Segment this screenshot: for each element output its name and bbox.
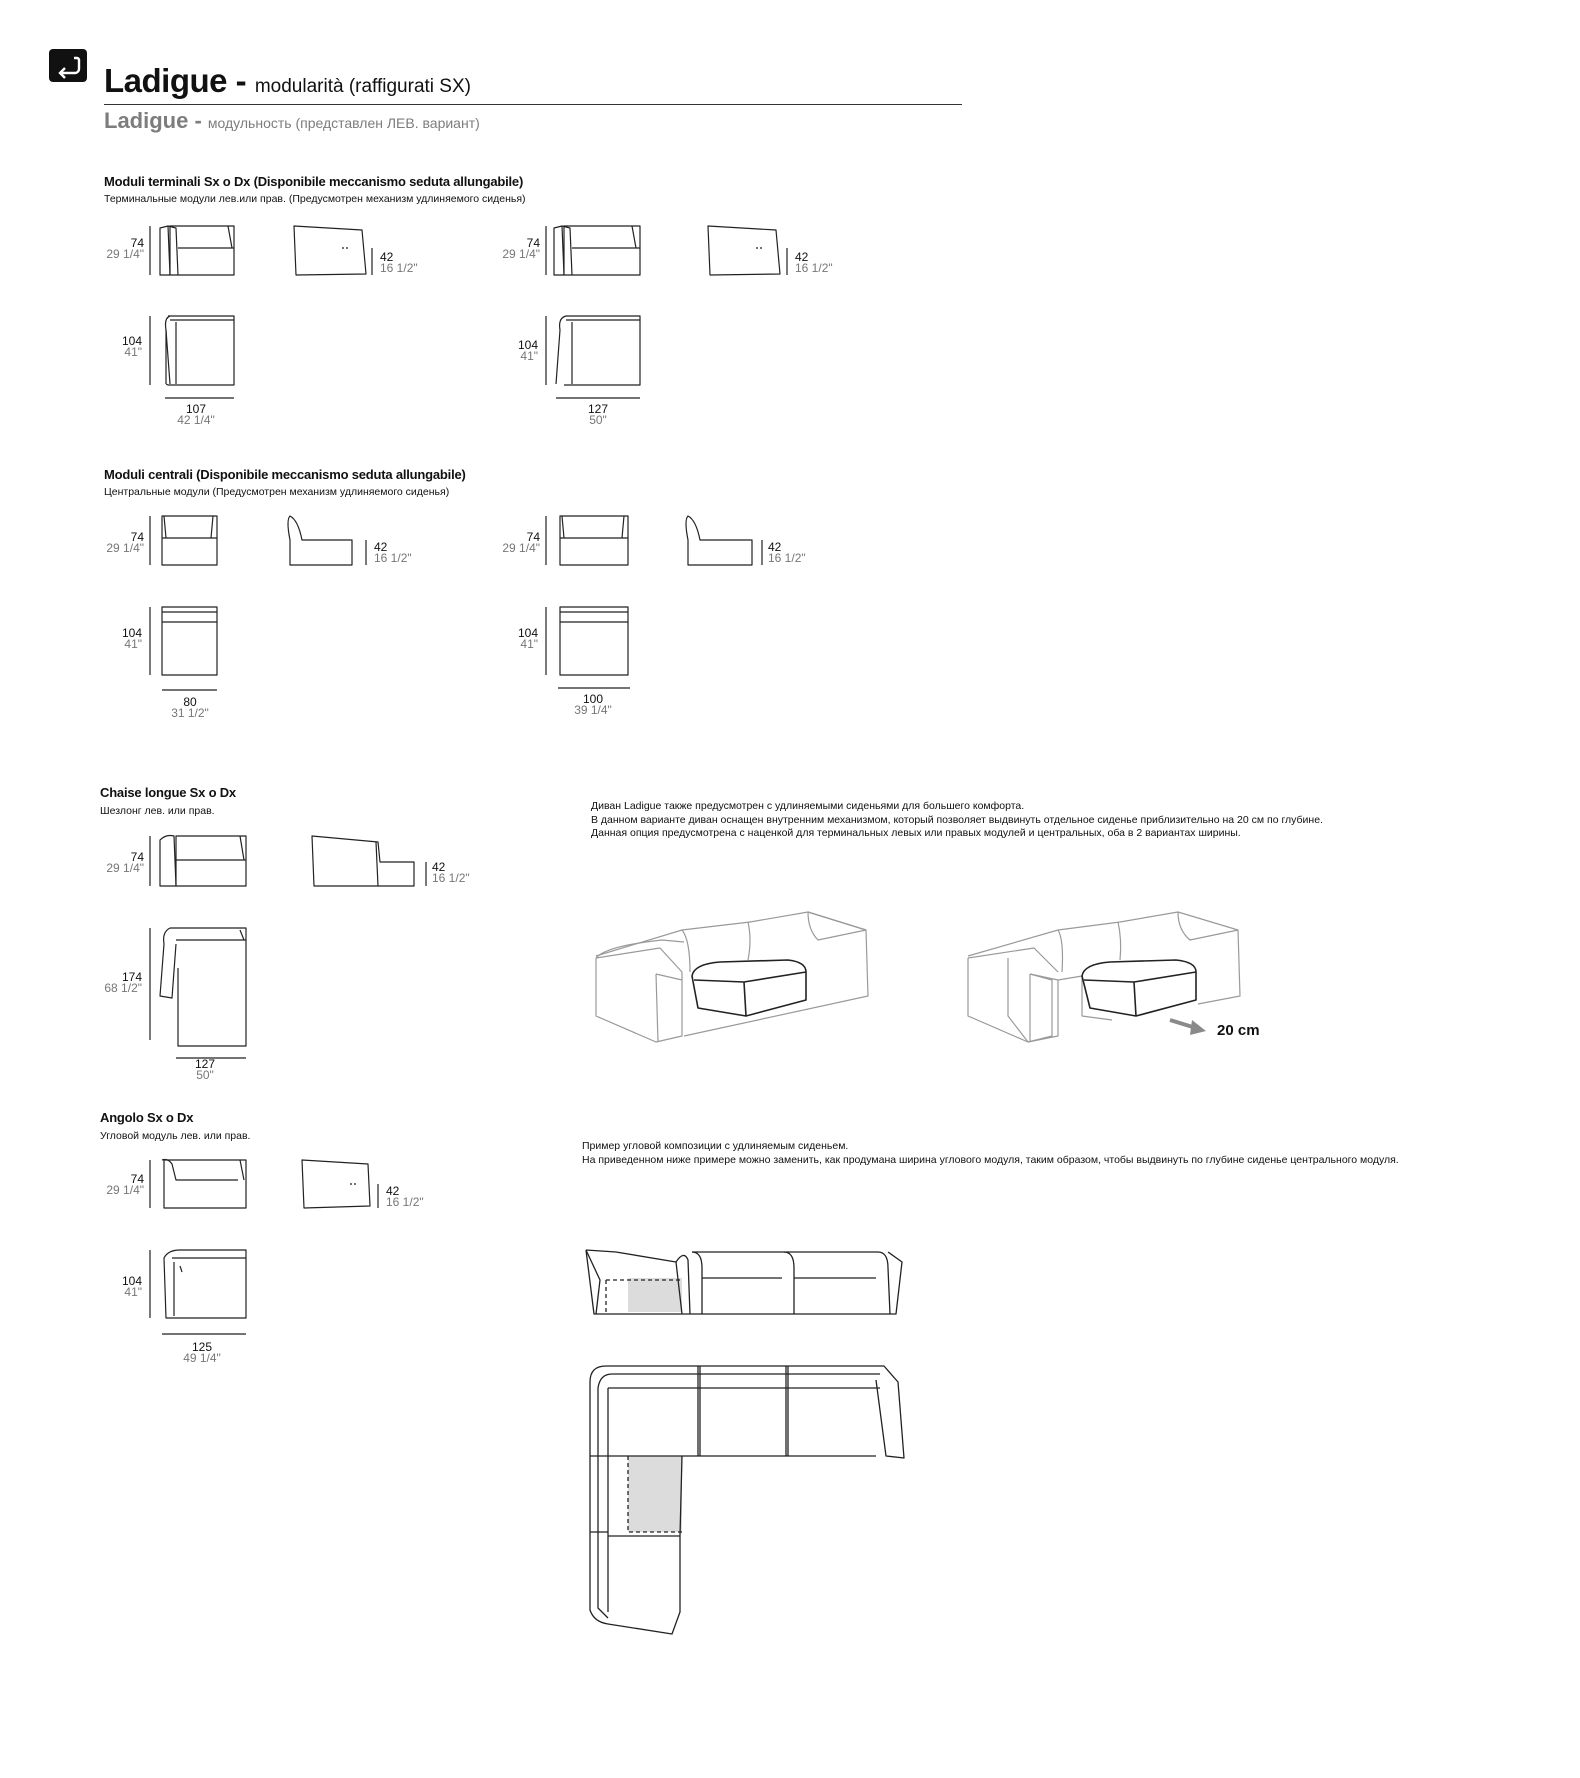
central-module-front-drawing <box>546 516 628 565</box>
terminal-module-front-drawing <box>150 226 234 275</box>
dim-width: 125 49 1/4" <box>183 1340 221 1365</box>
central-module-top-drawing <box>150 607 217 690</box>
terminal-module-side-drawing <box>708 226 787 275</box>
dim-width: 80 31 1/2" <box>171 695 209 720</box>
title-ru-text: Ladigue - <box>104 108 202 133</box>
central-module-front-drawing <box>150 516 217 565</box>
corner-top-drawing <box>150 1250 246 1334</box>
extend-note-line: Диван Ladigue также предусмотрен с удлиняемыми сиденьями для большего комфорта. <box>591 800 1025 812</box>
corner-note-line: На приведенном ниже примере можно заменить, как продумана ширина углового модуля, таким образом, чтобы выдвинуть по глубине сиденье центрального модуля. <box>582 1153 1399 1166</box>
dim-depth: 104 41" <box>121 1274 142 1299</box>
composition-top-drawing <box>590 1366 904 1634</box>
dim-seat: 42 16 1/2" <box>795 250 833 275</box>
central-subheading: Центральные модули (Предусмотрен механизм удлиняемого сиденья) <box>104 486 450 498</box>
dim-height: 74 29 1/4" <box>106 1172 144 1197</box>
terminal-module-top-drawing <box>546 316 640 398</box>
dim-depth: 104 41" <box>517 626 538 651</box>
chaise-heading: Chaise longue Sx o Dx <box>100 785 236 800</box>
chaise-front-drawing <box>150 836 246 887</box>
terminal-heading: Moduli terminali Sx o Dx (Disponibile meccanismo seduta allungabile) <box>104 174 524 189</box>
dim-depth: 104 41" <box>121 334 142 359</box>
composition-front-drawing <box>586 1250 902 1314</box>
corner-side-drawing <box>302 1160 378 1208</box>
title-ru-subtitle: модульность (представлен ЛЕВ. вариант) <box>207 115 480 131</box>
extend-note-line: Данная опция предусмотрена с наценкой для терминальных левых или правых модулей и центральных, оба в 2 вариантах ширины. <box>591 827 1241 839</box>
dim-seat: 42 16 1/2" <box>374 540 412 565</box>
chaise-side-drawing <box>312 836 426 886</box>
dim-height: 74 29 1/4" <box>106 850 144 875</box>
central-heading: Moduli centrali (Disponibile meccanismo seduta allungabile) <box>104 467 466 482</box>
corner-subheading: Угловой модуль лев. или прав. <box>100 1130 251 1142</box>
dim-seat: 42 16 1/2" <box>768 540 806 565</box>
dim-seat: 42 16 1/2" <box>432 860 470 885</box>
dim-seat: 42 16 1/2" <box>380 250 418 275</box>
dim-depth: 104 41" <box>517 338 538 363</box>
dim-height: 74 29 1/4" <box>106 236 144 261</box>
terminal-module-front-drawing <box>546 226 640 275</box>
central-module-top-drawing <box>546 607 630 688</box>
arrow-icon <box>1170 1020 1206 1035</box>
corner-front-drawing <box>150 1160 246 1209</box>
dim-height: 74 29 1/4" <box>502 236 540 261</box>
dim-width: 127 50" <box>194 1057 216 1082</box>
title-text: Ladigue - <box>104 62 247 99</box>
corner-heading: Angolo Sx o Dx <box>100 1110 194 1125</box>
dim-width: 107 42 1/4" <box>177 402 215 427</box>
dim-width: 127 50" <box>587 402 609 427</box>
title-subtitle: modularità (raffigurati SX) <box>254 76 471 97</box>
corner-note-line: Пример угловой композиции с удлиняемым сиденьем. <box>582 1140 849 1152</box>
central-module-side-drawing <box>288 516 366 565</box>
dim-height: 74 29 1/4" <box>502 530 540 555</box>
dim-seat: 42 16 1/2" <box>386 1184 424 1209</box>
dim-height: 74 29 1/4" <box>106 530 144 555</box>
extended-seat-drawing <box>692 960 1196 1016</box>
terminal-module-top-drawing <box>150 316 234 398</box>
dim-depth: 174 68 1/2" <box>104 970 142 995</box>
dim-depth: 104 41" <box>121 626 142 651</box>
chaise-subheading: Шезлонг лев. или прав. <box>100 805 215 817</box>
terminal-module-side-drawing <box>294 226 372 275</box>
terminal-subheading: Терминальные модули лев.или прав. (Предусмотрен механизм удлиняемого сиденья) <box>104 193 526 205</box>
central-module-side-drawing <box>686 516 762 565</box>
dim-width: 100 39 1/4" <box>574 692 612 717</box>
extension-label: 20 cm <box>1217 1022 1260 1039</box>
extend-note-line: В данном варианте диван оснащен внутренним механизмом, который позволяет выдвинуть отдельное сиденье приблизительно на 20 см по глубине. <box>591 813 1323 826</box>
chaise-top-drawing <box>150 928 246 1058</box>
